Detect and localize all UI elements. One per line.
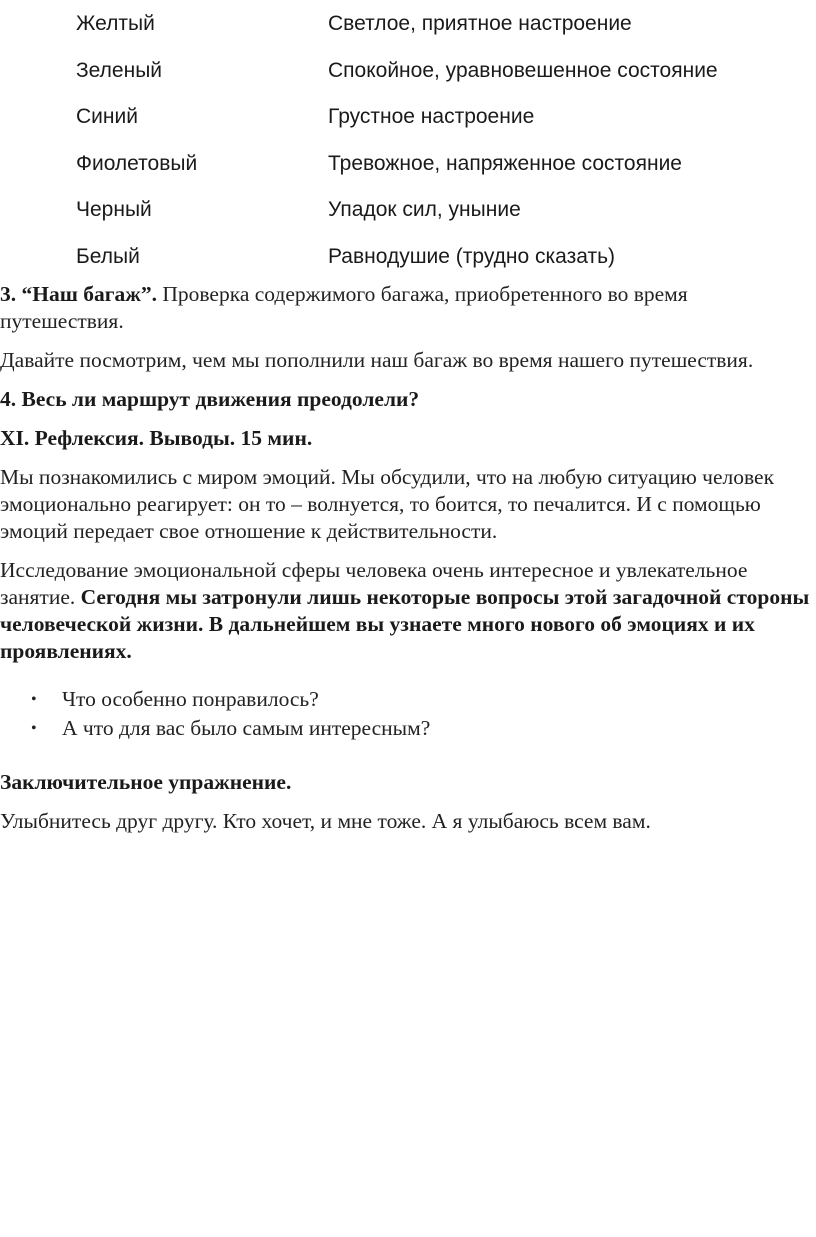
mood-description: Упадок сил, уныние	[328, 198, 521, 221]
mood-description: Грустное настроение	[328, 105, 535, 128]
questions-list	[0, 685, 812, 743]
color-mood-table	[76, 9, 796, 288]
color-name: Черный	[76, 198, 152, 221]
section-11-heading: XI. Рефлексия. Выводы. 15 мин.	[0, 426, 313, 450]
emotions-paragraph: Мы познакомились с миром эмоций. Мы обсудили, что на любую ситуацию человек эмоционально реагирует: он то – волнуется, то боится, то печалится. И с помощью эмоций передает свое отношение к действительности.	[0, 465, 775, 543]
mood-description: Спокойное, уравновешенное состояние	[328, 58, 718, 82]
spacer	[0, 743, 812, 769]
mood-description: Светлое, приятное настроение	[328, 12, 632, 35]
baggage-paragraph: Давайте посмотрим, чем мы пополнили наш багаж во время нашего путешествия.	[0, 348, 754, 372]
color-name: Синий	[76, 105, 138, 128]
list-item	[0, 685, 812, 714]
list-item-text: А что для вас было самым интересным?	[62, 716, 431, 740]
color-name: Фиолетовый	[76, 151, 198, 175]
bullet-icon: •	[31, 720, 37, 737]
color-name: Желтый	[76, 12, 155, 35]
bullet-icon: •	[31, 691, 37, 708]
section-4-heading: 4. Весь ли маршрут движения преодолели?	[0, 387, 420, 411]
final-exercise-text: Улыбнитесь друг другу. Кто хочет, и мне тоже. А я улыбаюсь всем вам.	[0, 809, 651, 833]
document-body	[0, 281, 812, 847]
research-text: Исследование эмоциональной сферы человека очень интересное и увлекательное занятие.	[0, 558, 748, 609]
list-item-text: Что особенно понравилось?	[62, 687, 319, 711]
list-item	[0, 714, 812, 743]
research-paragraph	[0, 557, 812, 665]
color-name: Белый	[76, 244, 140, 268]
color-name: Зеленый	[76, 58, 163, 82]
table-row	[76, 149, 796, 196]
table-row	[76, 56, 796, 103]
table-row	[76, 102, 796, 149]
table-row	[76, 195, 796, 242]
section-3-text: Проверка содержимого багажа, приобретенного во время путешествия.	[0, 282, 688, 333]
final-exercise-heading: Заключительное упражнение.	[0, 770, 292, 794]
section-3-title: 3. “Наш багаж”.	[0, 282, 157, 306]
table-row	[76, 9, 796, 56]
section-3-paragraph	[0, 281, 812, 335]
research-bold-text: Сегодня мы затронули лишь некоторые вопросы этой загадочной стороны человеческой жизни. В дальнейшем вы узнаете много нового об эмоциях и их проявлениях.	[0, 585, 810, 663]
mood-description: Равнодушие (трудно сказать)	[328, 244, 616, 268]
mood-description: Тревожное, напряженное состояние	[328, 151, 682, 175]
